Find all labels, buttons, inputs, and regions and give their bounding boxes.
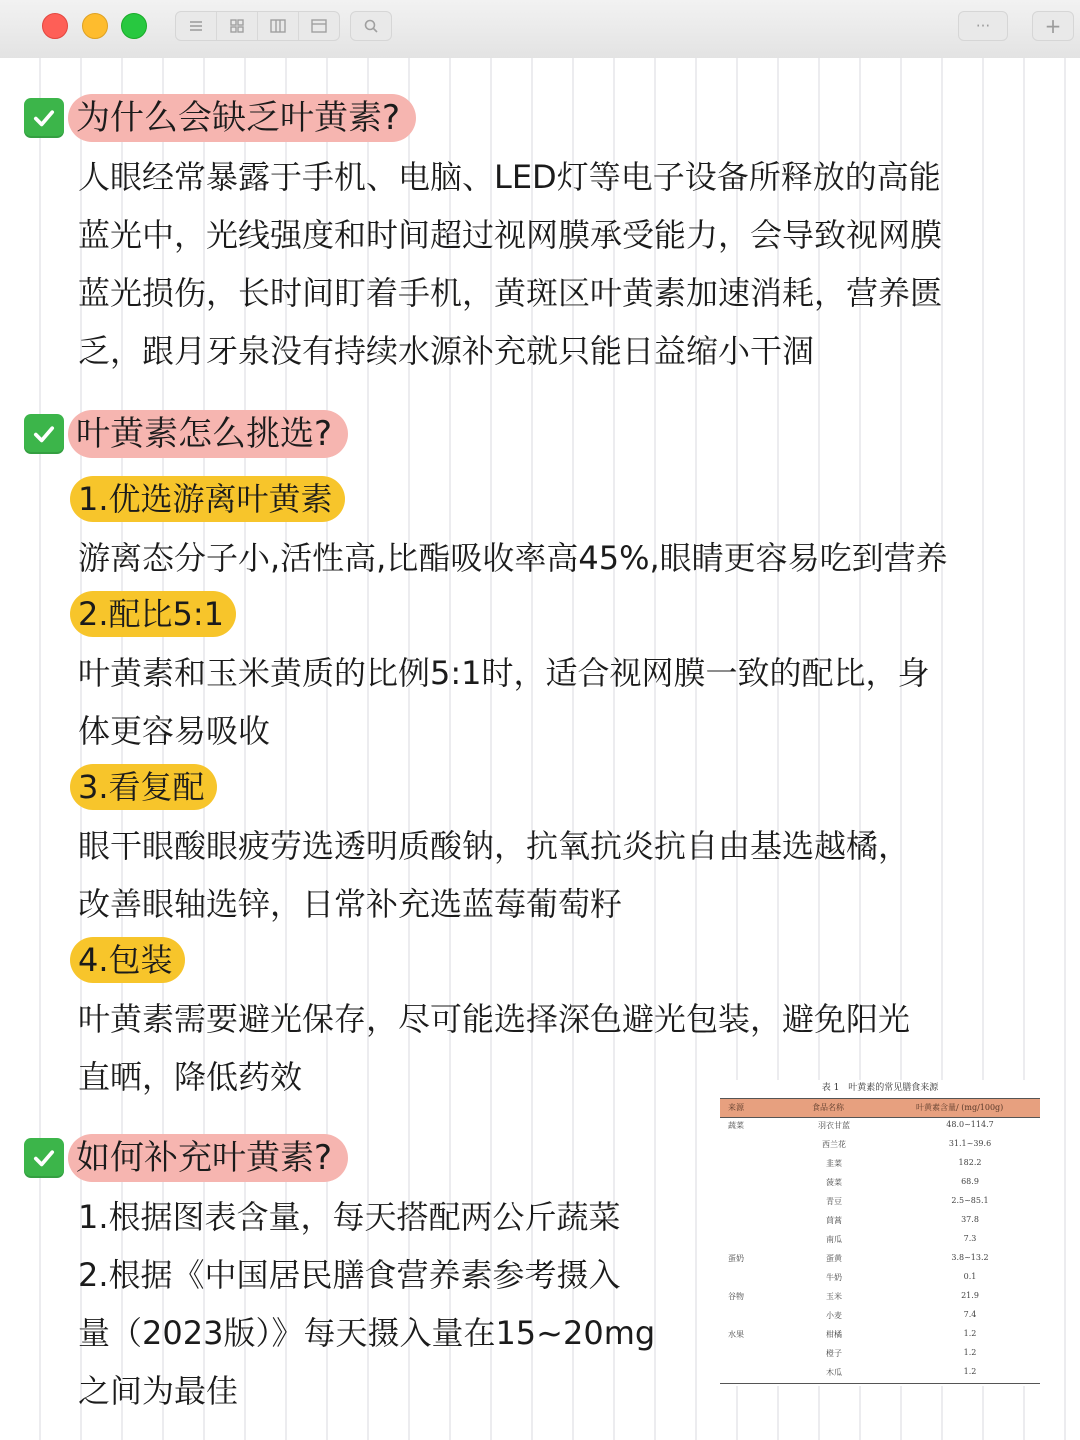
table-cell: 蔬菜 (728, 1121, 744, 1130)
section-heading-how-to-choose (24, 410, 348, 458)
table-cell: 0.1 (963, 1272, 977, 1281)
more-button[interactable]: ··· (975, 17, 991, 35)
section-heading-how-to-supplement (24, 1134, 348, 1182)
table-header-row (720, 1098, 1040, 1118)
table-cell: 西兰花 (822, 1140, 846, 1149)
paragraph-line: 2.根据《中国居民膳食营养素参考摄入 (78, 1256, 621, 1294)
table-cell: 68.9 (961, 1177, 979, 1186)
check-mark-icon (24, 1138, 64, 1178)
paragraph-line: 直晒，降低药效 (78, 1058, 303, 1096)
paragraph-line: 体更容易吸收 (78, 712, 271, 750)
section-heading-why (24, 94, 416, 142)
table-header-cell: 食品名称 (812, 1103, 844, 1112)
tip-text (78, 644, 930, 760)
table-cell: 1.2 (963, 1348, 977, 1357)
paragraph-line: 人眼经常暴露于手机、电脑、LED灯等电子设备所释放的高能 (78, 158, 941, 196)
table-cell: 3.8~13.2 (951, 1253, 989, 1262)
columns-icon[interactable] (258, 12, 299, 40)
section-title: 如何补充叶黄素? (68, 1134, 348, 1182)
list-icon[interactable] (176, 12, 217, 40)
paragraph-line: 之间为最佳 (78, 1372, 239, 1410)
table-cell: 南瓜 (826, 1235, 842, 1244)
check-mark-icon (24, 414, 64, 454)
table-cell: 蛋奶 (728, 1254, 744, 1263)
table-cell: 2.5~85.1 (951, 1196, 989, 1205)
table-title: 表 1 叶黄素的常见膳食来源 (821, 1083, 939, 1093)
minimize-window-button[interactable] (82, 13, 108, 39)
table-cell: 橙子 (826, 1349, 842, 1358)
paragraph-line: 蓝光中，光线强度和时间超过视网膜承受能力，会导致视网膜 (78, 216, 943, 254)
table-cell: 茼蒿 (826, 1216, 842, 1225)
tip-label: 2.配比5:1 (70, 591, 236, 637)
gallery-icon[interactable] (299, 12, 339, 40)
table-cell: 羽衣甘蓝 (818, 1121, 850, 1130)
view-mode-group (175, 11, 340, 41)
paragraph-line: 1.根据图表含量，每天搭配两公斤蔬菜 (78, 1198, 621, 1236)
table-header-cell: 叶黄素含量/ (mg/100g) (916, 1103, 1004, 1112)
table-bottom-rule (720, 1383, 1040, 1384)
table-cell: 1.2 (963, 1329, 977, 1338)
section-paragraph (78, 1188, 655, 1420)
tip-label: 3.看复配 (70, 764, 217, 810)
paragraph-line: 叶黄素和玉米黄质的比例5:1时，适合视网膜一致的配比，身 (78, 654, 930, 692)
table-cell: 1.2 (963, 1367, 977, 1376)
paragraph-line: 眼干眼酸眼疲劳选透明质酸钠，抗氧抗炎抗自由基选越橘， (78, 827, 911, 865)
table-header-cell: 来源 (728, 1103, 744, 1112)
table-cell: 玉米 (826, 1292, 842, 1301)
window-titlebar (0, 0, 1080, 59)
paragraph-line: 游离态分子小,活性高,比酯吸收率高45%,眼睛更容易吃到营养 (78, 539, 948, 577)
section-paragraph (78, 148, 942, 380)
tip-label: 1.优选游离叶黄素 (70, 476, 345, 522)
tip-text (78, 529, 948, 587)
table-cell: 21.9 (961, 1291, 979, 1300)
tip-text (78, 817, 910, 933)
paragraph-line: 叶黄素需要避光保存，尽可能选择深色避光包装，避免阳光 (78, 1000, 911, 1038)
table-cell: 小麦 (826, 1311, 842, 1320)
more-group (958, 11, 1008, 41)
table-cell: 7.3 (963, 1234, 977, 1243)
paragraph-line: 改善眼轴选锌，日常补充选蓝莓葡萄籽 (78, 885, 623, 923)
table-cell: 182.2 (958, 1158, 982, 1167)
search-icon[interactable] (351, 12, 391, 40)
check-mark-icon (24, 98, 64, 138)
table-cell: 青豆 (826, 1197, 842, 1206)
search-group (350, 11, 392, 41)
section-title: 为什么会缺乏叶黄素? (68, 94, 416, 142)
zoom-window-button[interactable] (121, 13, 147, 39)
close-window-button[interactable] (42, 13, 68, 39)
section-title: 叶黄素怎么挑选? (68, 410, 348, 458)
table-cell: 菠菜 (826, 1178, 842, 1187)
paragraph-line: 量（2023版）》每天摄入量在15~20mg (78, 1314, 656, 1352)
add-group (1032, 11, 1074, 41)
tip-label: 4.包装 (70, 937, 185, 983)
table-cell: 48.0~114.7 (946, 1120, 994, 1129)
table-cell: 谷物 (728, 1292, 744, 1301)
table-cell: 牛奶 (826, 1273, 842, 1282)
table-cell: 木瓜 (826, 1368, 842, 1377)
grid-icon[interactable] (217, 12, 258, 40)
table-cell: 37.8 (961, 1215, 979, 1224)
table-cell: 蛋黄 (826, 1254, 842, 1263)
paragraph-line: 蓝光损伤，长时间盯着手机，黄斑区叶黄素加速消耗，营养匮 (78, 274, 943, 312)
table-cell: 韭菜 (826, 1159, 842, 1168)
add-button[interactable]: + (1044, 14, 1062, 38)
table-cell: 水果 (728, 1330, 744, 1339)
lutein-sources-table (720, 1080, 1040, 1386)
table-cell: 柑橘 (826, 1330, 842, 1339)
table-cell: 7.4 (963, 1310, 977, 1319)
paragraph-line: 乏，跟月牙泉没有持续水源补充就只能日益缩小干涸 (78, 332, 815, 370)
table-cell: 31.1~39.6 (948, 1139, 992, 1148)
